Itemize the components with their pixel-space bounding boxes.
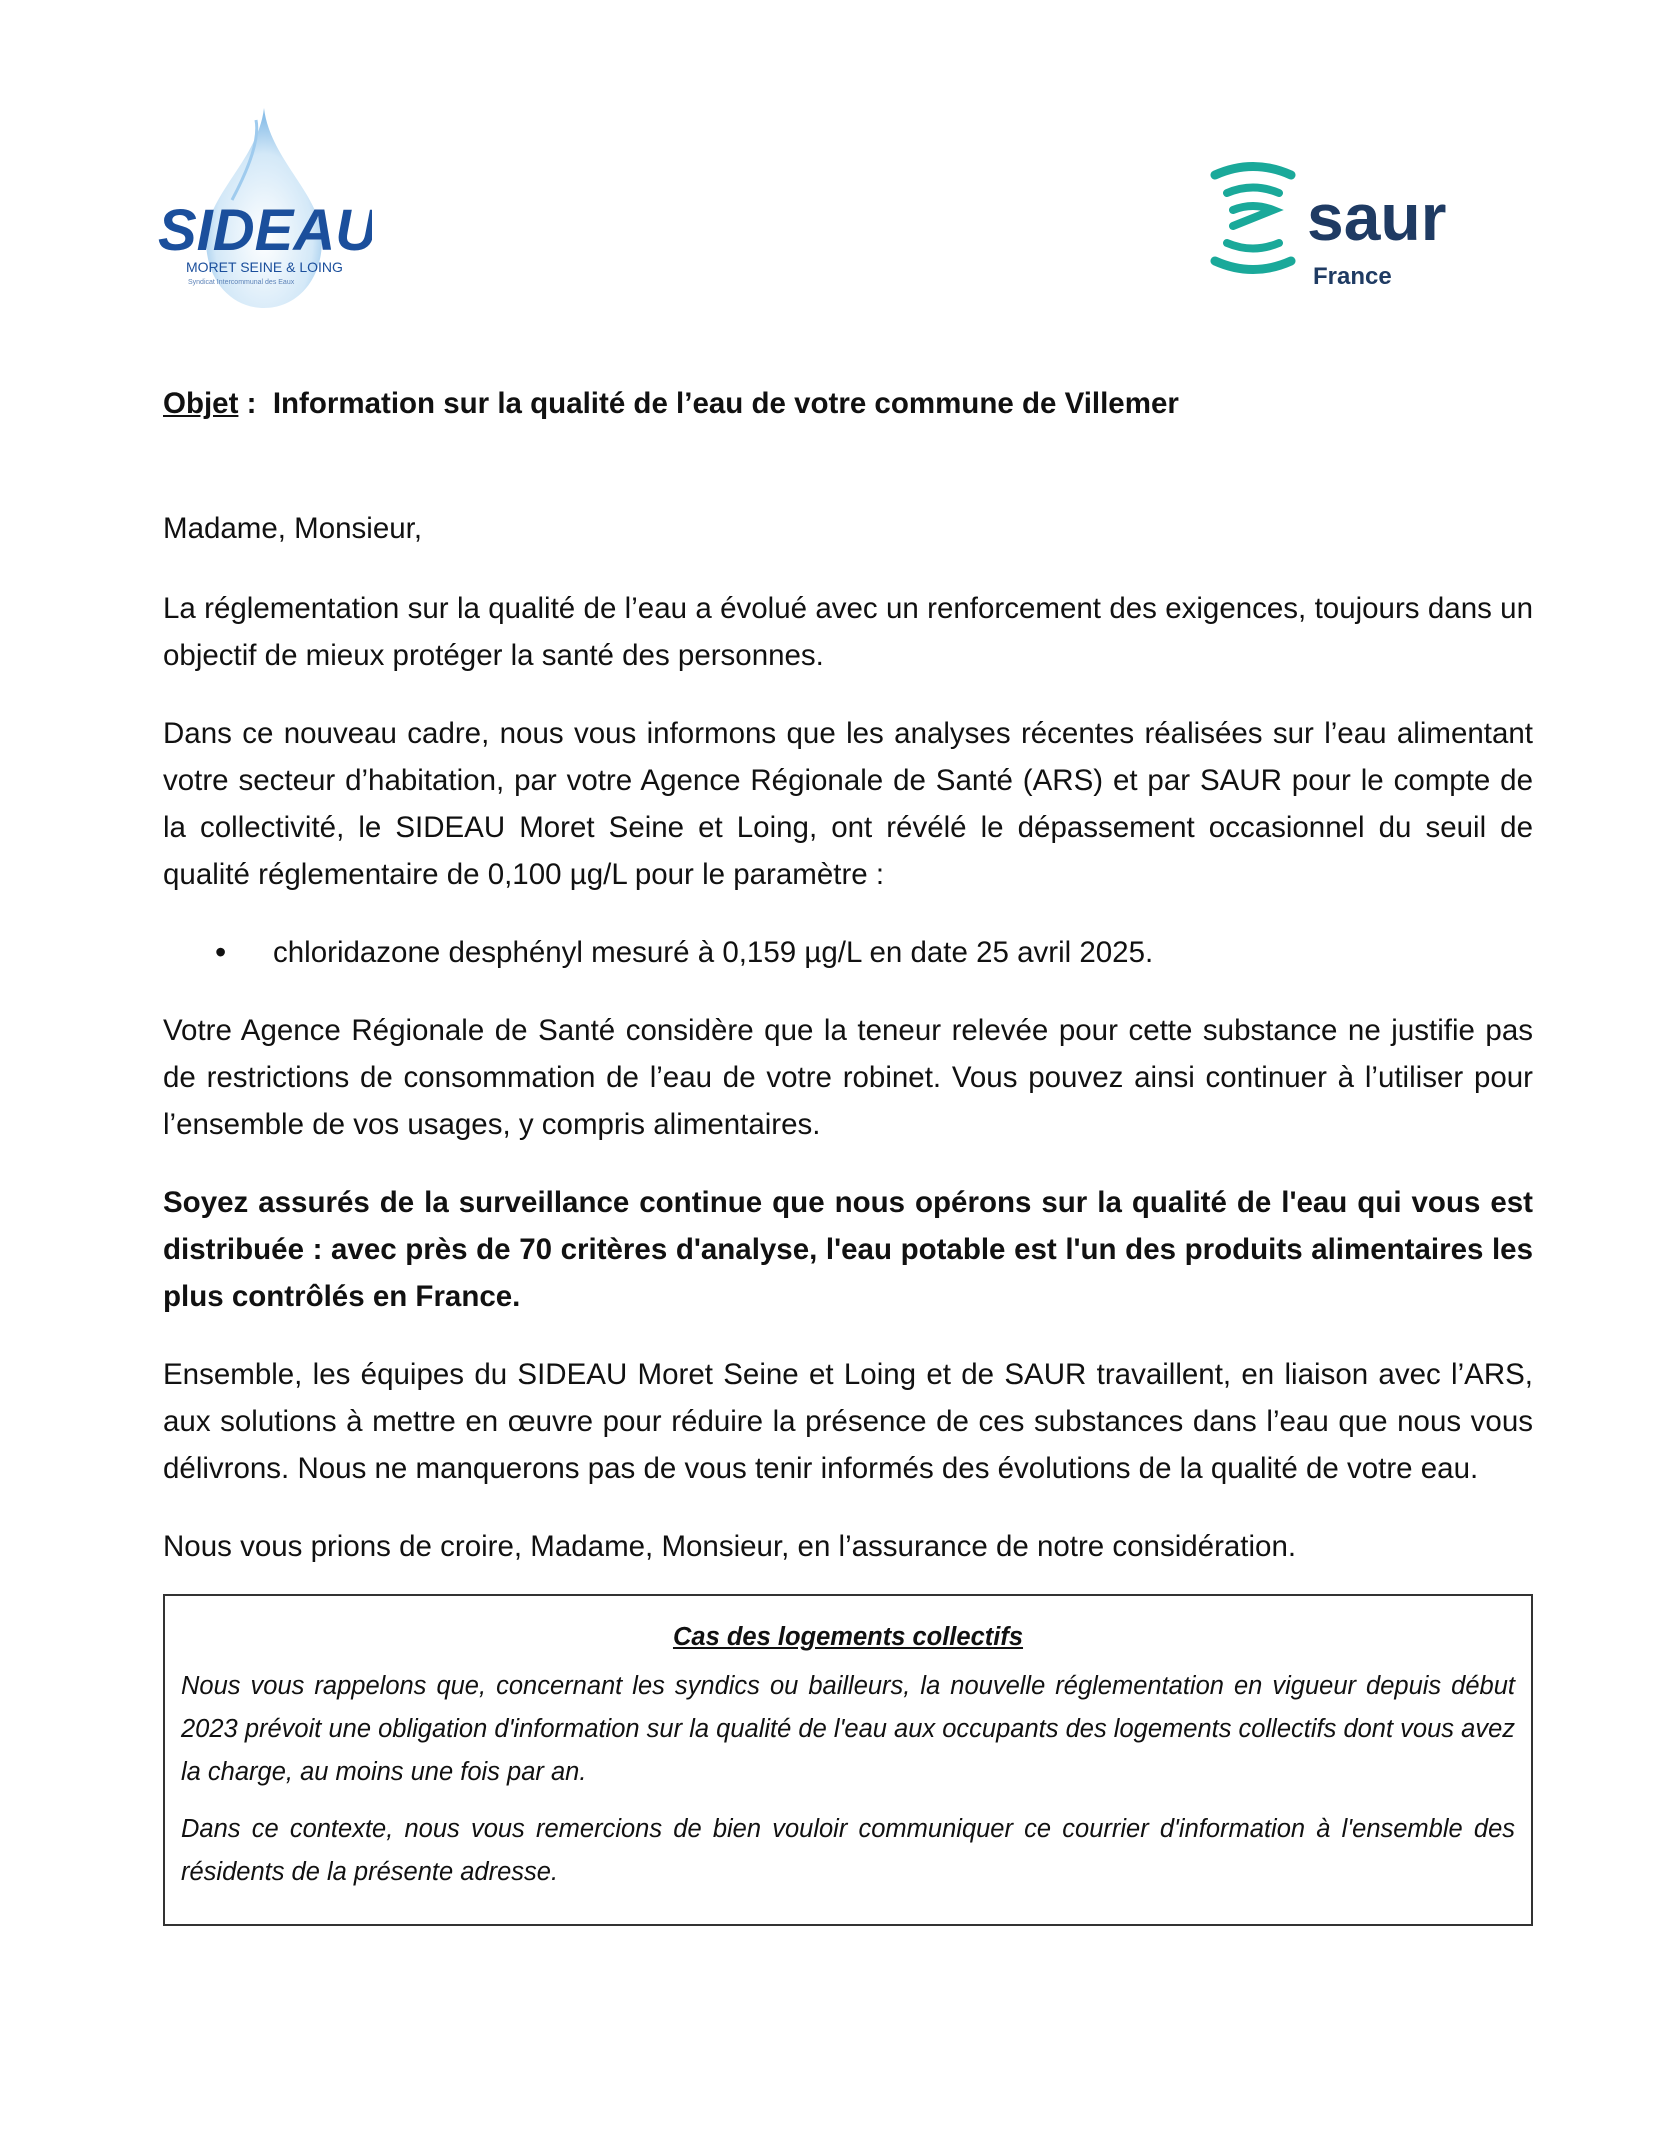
paragraph-regulation: La réglementation sur la qualité de l’eau a évolué avec un renforcement des exigences, toujours dans un objectif de mieux protéger la santé des personnes. <box>163 592 1533 672</box>
sideau-logo <box>152 100 372 315</box>
saur-logo <box>1205 160 1505 300</box>
subject-text: Information sur la qualité de l’eau de votre commune de Villemer <box>272 387 1179 420</box>
subject-label: Objet <box>163 387 239 420</box>
list-item: • chloridazone desphényl mesuré à 0,159 µg/L en date 25 avril 2025. <box>163 929 1533 976</box>
saur-wave-icon <box>1205 160 1505 300</box>
letter-body <box>163 380 1533 1601</box>
sideau-logo-subtitle: MORET SEINE & LOING <box>186 259 343 275</box>
paragraph-ars: Votre Agence Régionale de Santé considère que la teneur relevée pour cette substance ne justifie pas de restrictions de consommation de l’eau de votre robinet. Vous pouvez ainsi continuer à l’utiliser pour l’ensemble de vos usages, y compris alimentaires. <box>163 1014 1533 1141</box>
collective-housing-box <box>163 1594 1533 1926</box>
subject-separator: : <box>238 387 273 420</box>
parameter-list <box>163 929 1533 976</box>
box-paragraph-context: Dans ce contexte, nous vous remercions de bien vouloir communiquer ce courrier d'information à l'ensemble des résidents de la présente adresse. <box>181 1815 1515 1886</box>
sideau-logo-tagline: Syndicat Intercommunal des Eaux <box>188 279 295 286</box>
saur-logo-name: saur <box>1307 180 1447 254</box>
paragraph-closing: Nous vous prions de croire, Madame, Monsieur, en l’assurance de notre considération. <box>163 1530 1297 1563</box>
saur-logo-subtitle: France <box>1313 263 1392 290</box>
box-title: Cas des logements collectifs <box>672 1623 1024 1651</box>
paragraph-surveillance: Soyez assurés de la surveillance continue que nous opérons sur la qualité de l'eau qui vous est distribuée : avec près de 70 critères d'analyse, l'eau potable est l'un des produits alimentaires les plus contrôlés en France. <box>163 1186 1533 1313</box>
paragraph-analysis: Dans ce nouveau cadre, nous vous informons que les analyses récentes réalisées sur l’eau alimentant votre secteur d’habitation, par votre Agence Régionale de Santé (ARS) et par SAUR pour le compte de la collectivité, le SIDEAU Moret Seine et Loing, ont révélé le dépassement occasionnel du seuil de qualité réglementaire de 0,100 µg/L pour le paramètre : <box>163 717 1533 891</box>
salutation: Madame, Monsieur, <box>163 512 423 545</box>
paragraph-teams: Ensemble, les équipes du SIDEAU Moret Seine et Loing et de SAUR travaillent, en liaison avec l’ARS, aux solutions à mettre en œuvre pour réduire la présence de ces substances dans l’eau que nous vous délivrons. Nous ne manquerons pas de vous tenir informés des évolutions de la qualité de votre eau. <box>163 1358 1533 1485</box>
box-paragraph-reminder: Nous vous rappelons que, concernant les syndics ou bailleurs, la nouvelle réglementation en vigueur depuis début 2023 prévoit une obligation d'information sur la qualité de l'eau aux occupants des logements collectifs dont vous avez la charge, au moins une fois par an. <box>181 1672 1515 1786</box>
sideau-logo-name: SIDEAU <box>158 198 372 263</box>
water-drop-icon <box>152 100 372 315</box>
letter-subject <box>163 380 1533 427</box>
